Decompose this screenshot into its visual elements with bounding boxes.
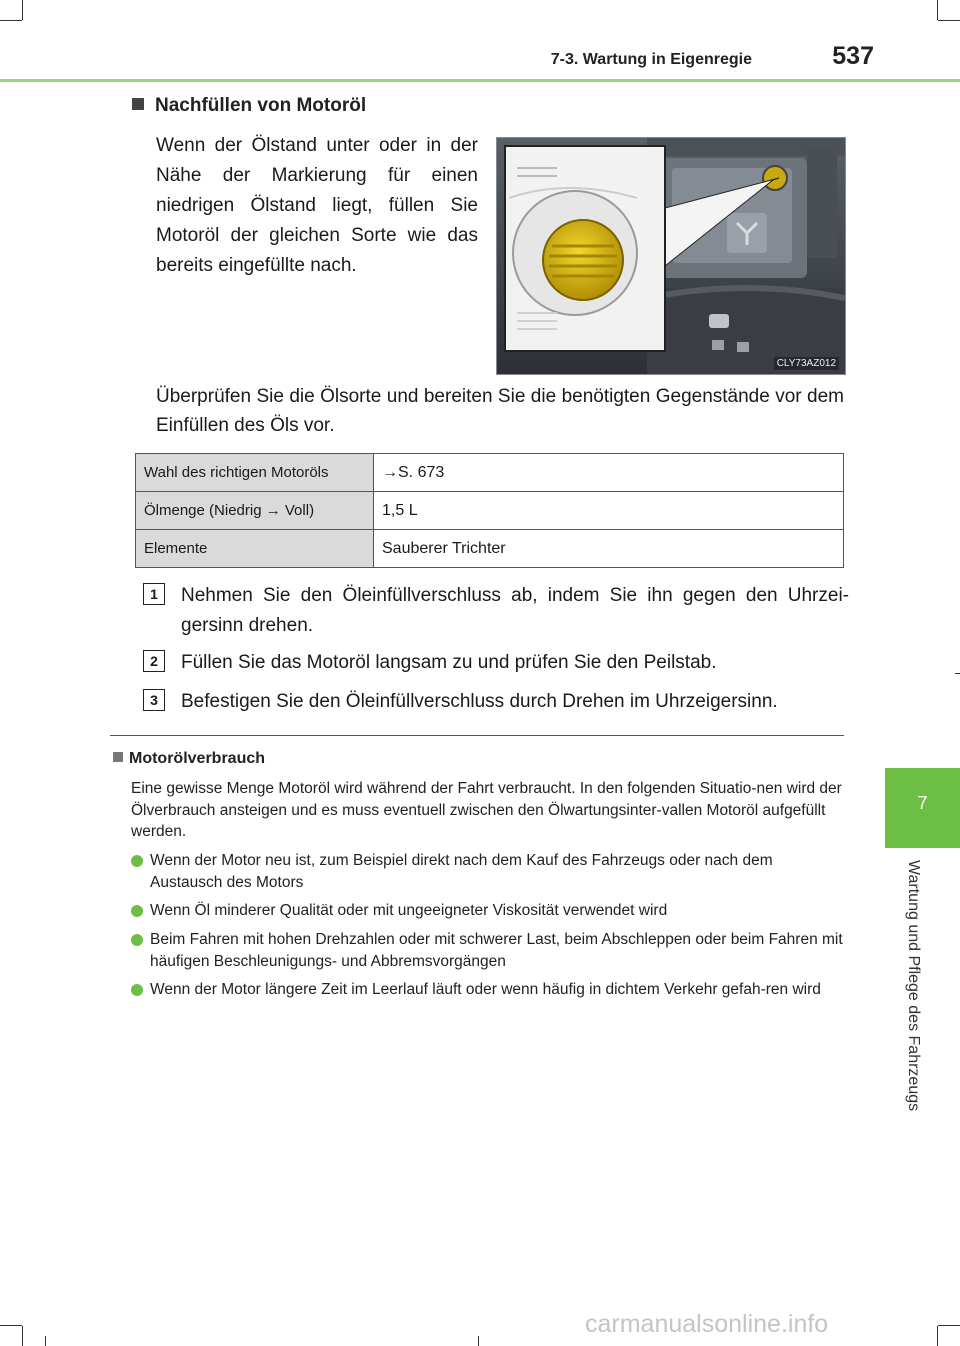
table-row — [136, 530, 844, 568]
section-heading-text: Nachfüllen von Motoröl — [155, 95, 367, 116]
crop-mark — [955, 673, 960, 674]
crop-mark — [45, 1336, 46, 1346]
step-item — [143, 687, 853, 717]
intro-paragraph: Wenn der Ölstand unter oder in der Nähe der Markierung für einen niedrigen Ölstand liegt, füllen Sie Motoröl der gleichen Sorte wie das bereits eingefüllte nach. — [156, 135, 478, 276]
header-rule — [0, 79, 960, 82]
note-heading — [113, 750, 265, 768]
crop-mark — [0, 20, 22, 21]
engine-illustration — [497, 138, 845, 374]
list-item-text: Wenn der Motor längere Zeit im Leerlauf läuft oder wenn häufig in dichtem Verkehr gefah-ren wird — [150, 981, 821, 998]
table-cell-value: →S. 673 — [374, 454, 844, 492]
crop-mark — [938, 20, 960, 21]
table-cell-value: 1,5 L — [374, 492, 844, 530]
table-cell-value: Sauberer Trichter — [374, 530, 844, 568]
list-item — [131, 850, 846, 893]
info-table — [135, 453, 844, 568]
image-code: CLY73AZ012 — [774, 357, 839, 370]
bullet-dot-icon — [131, 855, 143, 867]
bullet-dot-icon — [131, 934, 143, 946]
table-cell-label: Elemente — [136, 530, 374, 568]
square-bullet-icon — [113, 752, 123, 762]
check-paragraph: Überprüfen Sie die Ölsorte und bereiten Sie die benötigten Gegenstände vor dem Einfüllen des Öls vor. — [156, 386, 844, 436]
section-divider — [110, 735, 844, 736]
crop-mark — [22, 1326, 23, 1346]
square-bullet-icon — [132, 98, 144, 110]
step-text: Befestigen Sie den Öleinfüllverschluss durch Drehen im Uhrzeigersinn. — [181, 691, 778, 712]
note-heading-text: Motorölverbrauch — [129, 750, 266, 767]
bullet-dot-icon — [131, 905, 143, 917]
page-number: 537 — [832, 42, 874, 70]
list-item-text: Wenn der Motor neu ist, zum Beispiel direkt nach dem Kauf des Fahrzeugs oder nach dem Austausch des Motors — [150, 852, 773, 891]
step-text: Nehmen Sie den Öleinfüllverschluss ab, indem Sie ihn gegen den Uhrzei-gersinn drehen. — [181, 585, 849, 636]
chapter-tab: 7 — [885, 768, 960, 848]
crop-mark — [22, 0, 23, 20]
engine-photo — [496, 137, 846, 375]
table-cell-label: Ölmenge (Niedrig → Voll) — [136, 492, 374, 530]
watermark: carmanualsonline.info — [585, 1310, 829, 1338]
step-item — [143, 581, 853, 641]
step-number: 1 — [143, 583, 165, 605]
table-row — [136, 492, 844, 530]
list-item-text: Wenn Öl minderer Qualität oder mit ungeeigneter Viskosität verwendet wird — [150, 902, 668, 919]
table-row — [136, 454, 844, 492]
crop-mark — [0, 1325, 22, 1326]
header-section-title: 7-3. Wartung in Eigenregie — [550, 51, 752, 68]
step-text: Füllen Sie das Motoröl langsam zu und prüfen Sie den Peilstab. — [181, 652, 717, 673]
step-number: 2 — [143, 650, 165, 672]
crop-mark — [937, 0, 938, 20]
crop-mark — [478, 1336, 479, 1346]
list-item-text: Beim Fahren mit hohen Drehzahlen oder mit schwerer Last, beim Abschleppen oder beim Fahren mit häufigen Beschleunigungs- und Abbremsvorgängen — [150, 931, 843, 970]
list-item — [131, 929, 846, 972]
table-cell-label: Wahl des richtigen Motoröls — [136, 454, 374, 492]
chapter-title: Wartung und Pflege des Fahrzeugs — [905, 860, 922, 1112]
step-item — [143, 648, 853, 678]
list-item — [131, 900, 846, 922]
crop-mark — [938, 1325, 960, 1326]
bullet-dot-icon — [131, 984, 143, 996]
note-intro: Eine gewisse Menge Motoröl wird während der Fahrt verbraucht. In den folgenden Situatio-nen wird der Ölverbrauch ansteigen und es muss eventuell zwischen den Ölwartungsinter-vallen Motoröl aufgefüllt werden. — [131, 780, 842, 840]
crop-mark — [937, 1326, 938, 1346]
list-item — [131, 979, 846, 1001]
section-heading — [132, 95, 366, 117]
step-number: 3 — [143, 689, 165, 711]
